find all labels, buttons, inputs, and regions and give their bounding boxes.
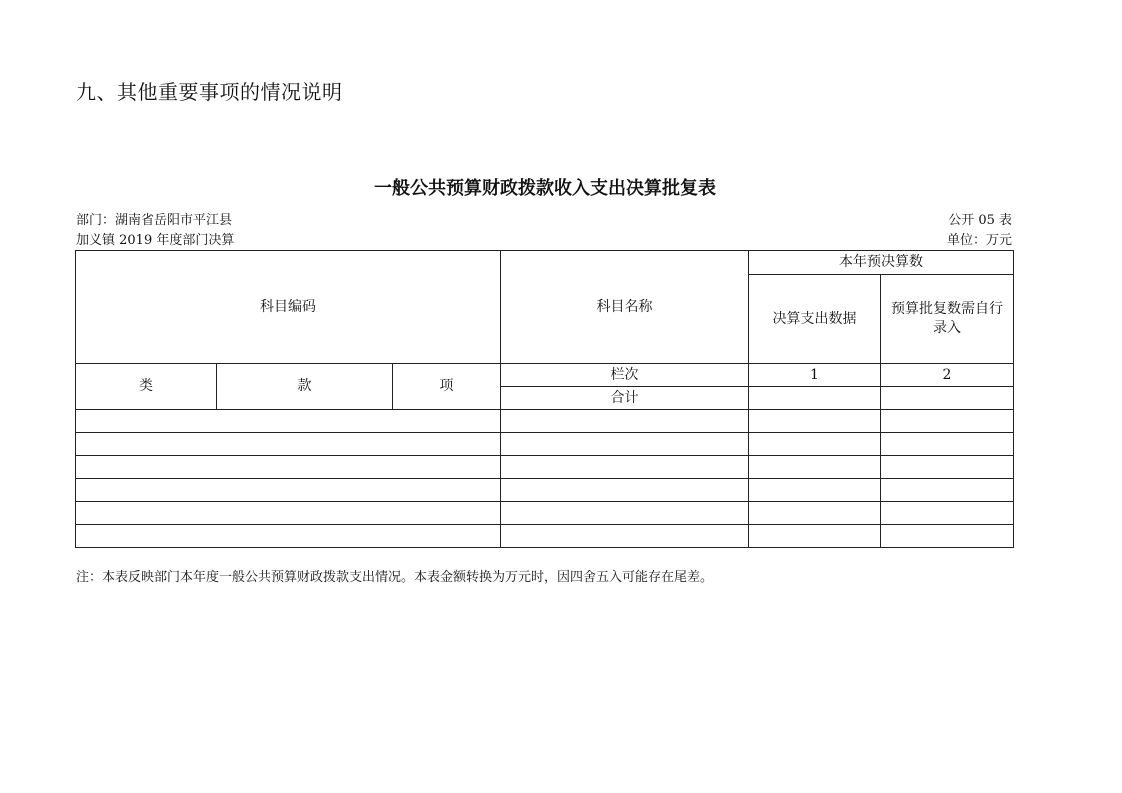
row-subject-code-cell	[76, 433, 501, 456]
footnote: 注：本表反映部门本年度一般公共预算财政拨款支出情况。本表金额转换为万元时，因四舍五入可能存在尾差。	[76, 570, 714, 585]
total-label: 合计	[501, 387, 749, 410]
header-row-3	[76, 364, 1014, 387]
form-code: 公开 05 表	[948, 213, 1012, 228]
row-final-expenditure-cell	[749, 433, 881, 456]
unit-label: 单位：万元	[946, 233, 1012, 248]
header-budget-approval: 预算批复数需自行录入	[881, 275, 1014, 364]
header-subject-code: 科目编码	[76, 251, 501, 364]
header-col-1: 1	[749, 364, 881, 387]
table-row	[76, 502, 1014, 525]
row-subject-code-cell	[76, 479, 501, 502]
header-section: 款	[217, 364, 393, 410]
table-title: 一般公共预算财政拨款收入支出决算批复表	[374, 178, 716, 199]
row-final-expenditure-cell	[749, 410, 881, 433]
row-budget-approval-cell	[881, 433, 1014, 456]
row-final-expenditure-cell	[749, 479, 881, 502]
section-heading: 九、其他重要事项的情况说明	[76, 80, 343, 104]
row-budget-approval-cell	[881, 410, 1014, 433]
budget-table	[75, 250, 1014, 548]
row-subject-name-cell	[501, 410, 749, 433]
table-row	[76, 433, 1014, 456]
row-budget-approval-cell	[881, 502, 1014, 525]
header-column-order: 栏次	[501, 364, 749, 387]
table-row	[76, 456, 1014, 479]
header-current-year-group: 本年预决算数	[749, 251, 1014, 275]
total-budget-approval-cell	[881, 387, 1014, 410]
header-item: 项	[393, 364, 501, 410]
total-final-expenditure-cell	[749, 387, 881, 410]
row-subject-name-cell	[501, 502, 749, 525]
row-final-expenditure-cell	[749, 456, 881, 479]
table-row	[76, 410, 1014, 433]
header-category: 类	[76, 364, 217, 410]
row-budget-approval-cell	[881, 525, 1014, 548]
row-budget-approval-cell	[881, 479, 1014, 502]
row-final-expenditure-cell	[749, 525, 881, 548]
row-subject-code-cell	[76, 456, 501, 479]
department-line-1: 部门：湖南省岳阳市平江县	[76, 213, 233, 228]
header-final-expenditure: 决算支出数据	[749, 275, 881, 364]
row-final-expenditure-cell	[749, 502, 881, 525]
header-row-1	[76, 251, 1014, 275]
table-row	[76, 525, 1014, 548]
table-row	[76, 479, 1014, 502]
header-subject-name: 科目名称	[501, 251, 749, 364]
row-subject-name-cell	[501, 433, 749, 456]
row-budget-approval-cell	[881, 456, 1014, 479]
row-subject-name-cell	[501, 479, 749, 502]
row-subject-code-cell	[76, 502, 501, 525]
row-subject-name-cell	[501, 525, 749, 548]
row-subject-code-cell	[76, 525, 501, 548]
header-col-2: 2	[881, 364, 1014, 387]
department-line-2: 加义镇 2019 年度部门决算	[76, 233, 235, 248]
row-subject-name-cell	[501, 456, 749, 479]
row-subject-code-cell	[76, 410, 501, 433]
